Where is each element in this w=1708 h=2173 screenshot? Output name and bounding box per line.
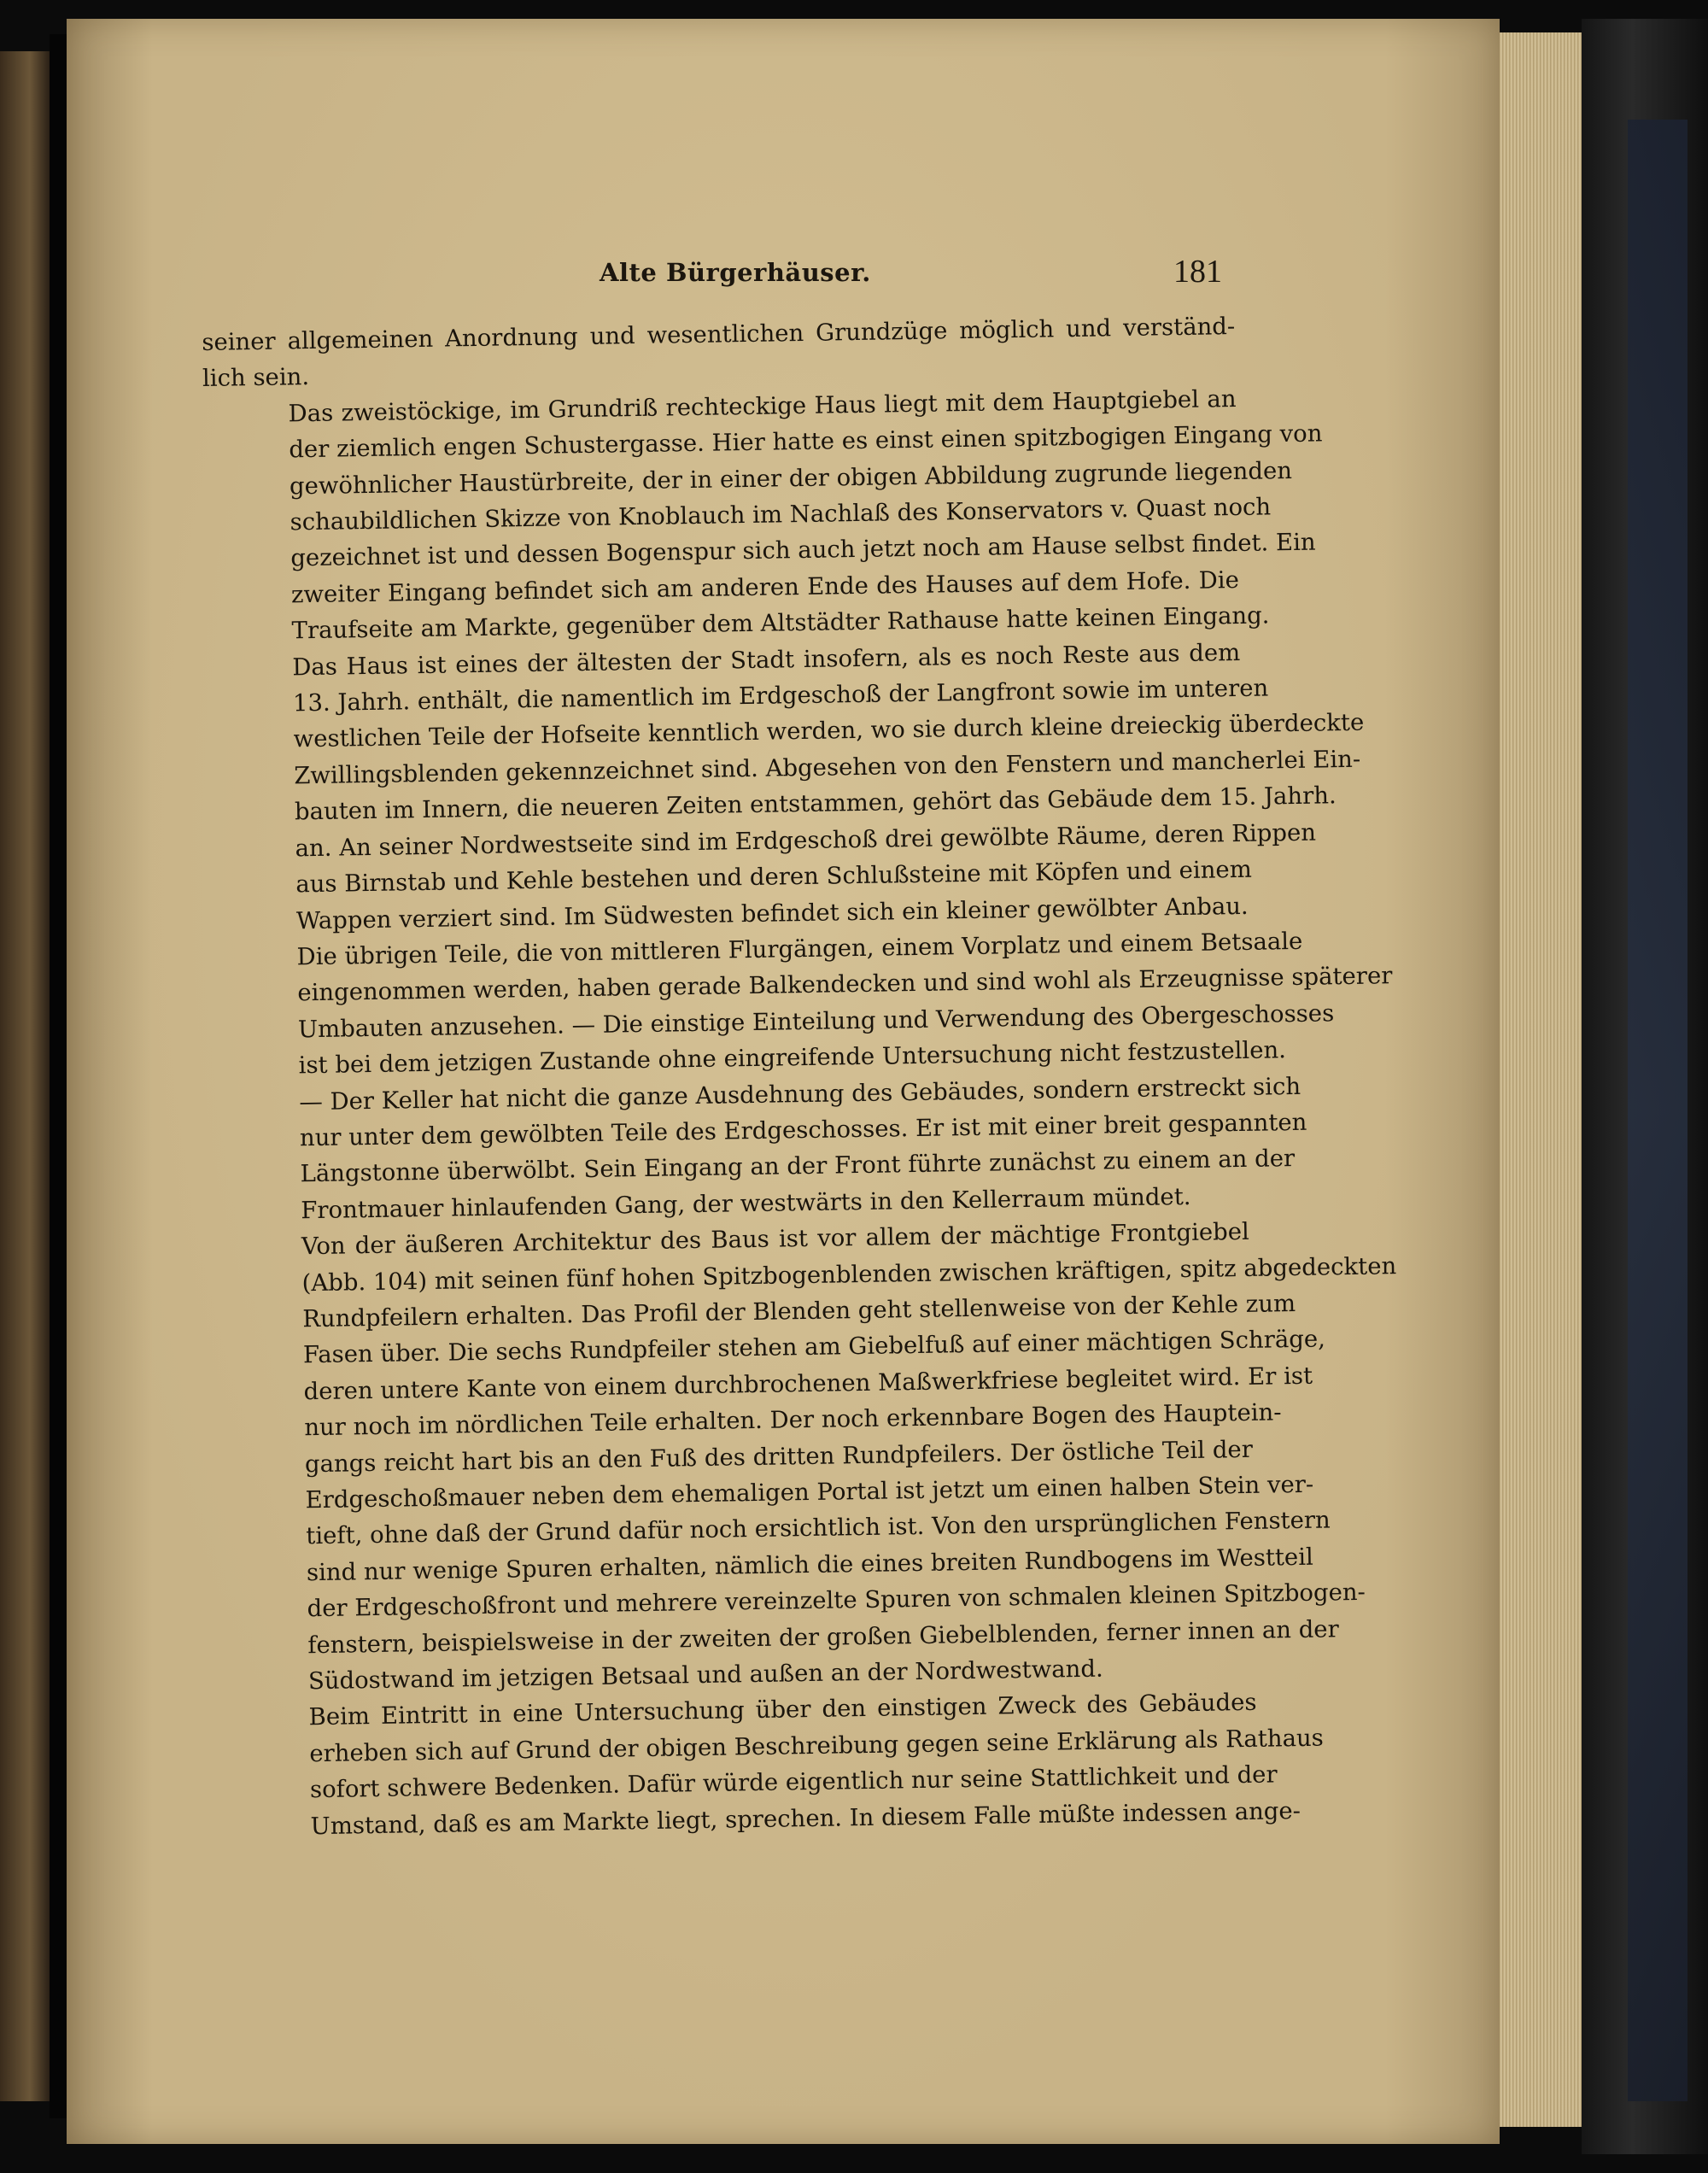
text-line: Das Haus ist eines der ältesten der Stadt insofern, als es noch Reste aus dem (292, 638, 1241, 682)
text-line: sind nur wenige Spuren erhalten, nämlich die eines breiten Rundbogens im Westteil (306, 1543, 1314, 1587)
text-line: sofort schwere Bedenken. Dafür würde eigentlich nur seine Stattlichkeit und der (309, 1760, 1278, 1804)
page-stack-edges (1489, 32, 1582, 2127)
page-header (202, 253, 1226, 296)
text-line: Umbauten anzusehen. — Die einstige Einteilung und Verwendung des Obergeschosses (297, 999, 1335, 1044)
paragraph (202, 381, 1393, 1230)
text-line: Zwillingsblenden gekennzeichnet sind. Abgesehen von den Fenstern und mancherlei Ein- (294, 745, 1361, 790)
body-text (202, 308, 1397, 1846)
text-line: 13. Jahrh. enthält, die namentlich im Erdgeschoß der Langfront sowie im unteren (292, 674, 1269, 718)
text-line: Die übrigen Teile, die von mittleren Flurgängen, einem Vorplatz und einem Betsaale (296, 927, 1303, 971)
paragraph (216, 1214, 1397, 1701)
text-line: Beim Eintritt in eine Untersuchung über den einstigen Zweck des Gebäudes (308, 1689, 1257, 1731)
text-line: Rundpfeilern erhalten. Das Profil der Blenden geht stellenweise von der Kehle zum (302, 1289, 1296, 1333)
text-line: Das zweistöckige, im Grundriß rechteckige Haus liegt mit dem Hauptgiebel an (288, 384, 1237, 428)
text-line: bauten im Innern, die neueren Zeiten entstammen, gehört das Gebäude dem 15. Jahrh. (294, 782, 1337, 826)
text-line: erheben sich auf Grund der obigen Beschreibung gegen seine Erklärung als Rathaus (309, 1724, 1325, 1768)
text-line: ist bei dem jetzigen Zustande ohne eingreifende Untersuchung nicht festzustellen. (298, 1036, 1287, 1080)
text-line: Fasen über. Die sechs Rundpfeiler stehen am Giebelfuß auf einer mächtigen Schräge, (302, 1325, 1326, 1369)
text-line: Frontmauer hinlaufenden Gang, der westwärts in den Kellerraum mündet. (301, 1182, 1191, 1225)
left-page-edge (0, 51, 50, 2101)
book-cover-band (1628, 120, 1688, 2101)
text-line: seiner allgemeinen Anordnung und wesentlichen Grundzüge möglich und verständ- (202, 312, 1236, 356)
text-line: Wappen verziert sind. Im Südwesten befindet sich ein kleiner gewölbter Anbau. (295, 892, 1249, 934)
text-line: Südostwand im jetzigen Betsaal und außen an der Nordwestwand. (307, 1655, 1103, 1696)
text-line: (Abb. 104) mit seinen fünf hohen Spitzbogenblenden zwischen kräftigen, spitz abgedeckten (301, 1251, 1397, 1297)
text-line: aus Birnstab und Kehle bestehen und deren Schlußsteine mit Köpfen und einem (295, 855, 1253, 899)
paragraph (223, 1684, 1325, 1846)
text-line: tieft, ohne daß der Grund dafür noch ersichtlich ist. Von den ursprünglichen Fenstern (306, 1506, 1331, 1550)
text-line: der Erdgeschoßfront und mehrere vereinzelte Spuren von schmalen kleinen Spitzbogen- (307, 1578, 1366, 1623)
text-line: gewöhnlicher Haustürbreite, der in einer der obigen Abbildung zugrunde liegenden (289, 456, 1293, 501)
text-line: gangs reicht hart bis an den Fuß des dritten Rundpfeilers. Der östliche Teil der (304, 1435, 1254, 1478)
text-line: Längstonne überwölbt. Sein Eingang an der Front führte zunächst zu einem an der (300, 1145, 1296, 1188)
text-line: nur unter dem gewölbten Teile des Erdgeschosses. Er ist mit einer breit gespannten (299, 1108, 1307, 1152)
text-line: zweiter Eingang befindet sich am anderen Ende des Hauses auf dem Hofe. Die (290, 565, 1240, 609)
text-line: schaubildlichen Skizze von Knoblauch im Nachlaß des Konservators v. Quast noch (290, 493, 1272, 536)
text-line: Erdgeschoßmauer neben dem ehemaligen Portal ist jetzt um einen halben Stein ver- (305, 1470, 1314, 1514)
text-line: Von der äußeren Architektur des Baus ist vor allem der mächtige Frontgiebel (301, 1218, 1250, 1261)
text-line: Umstand, daß es am Markte liegt, sprechen. In diesem Falle müßte indessen ange- (310, 1796, 1301, 1840)
text-line: an. An seiner Nordwestseite sind im Erdgeschoß drei gewölbte Räume, deren Rippen (295, 818, 1317, 863)
text-line: fenstern, beispielsweise in der zweiten der großen Giebelblenden, ferner innen an der (307, 1614, 1339, 1659)
text-line: deren untere Kante von einem durchbrochenen Maßwerkfriese begleitet wird. Er ist (303, 1362, 1313, 1406)
text-line: Traufseite am Markte, gegenüber dem Altstädter Rathause hatte keinen Eingang. (291, 601, 1270, 645)
book-gutter (50, 34, 67, 2118)
text-line: nur noch im nördlichen Teile erhalten. Der noch erkennbare Bogen des Hauptein- (304, 1398, 1282, 1442)
page-number: 181 (1173, 254, 1222, 290)
text-line: westlichen Teile der Hofseite kenntlich werden, wo sie durch kleine dreieckig überdeckte (293, 709, 1365, 753)
running-title: Alte Bürgerhäuser. (600, 258, 871, 287)
text-line: der ziemlich engen Schustergasse. Hier hatte es einst einen spitzbogigen Eingang von (289, 419, 1323, 464)
text-line: — Der Keller hat nicht die ganze Ausdehnung des Gebäudes, sondern erstreckt sich (299, 1072, 1301, 1116)
text-line: gezeichnet ist und dessen Bogenspur sich auch jetzt noch am Hause selbst findet. Ein (290, 528, 1316, 572)
text-line: eingenommen werden, haben gerade Balkendecken und sind wohl als Erzeugnisse späterer (297, 962, 1393, 1007)
text-line: lich sein. (202, 363, 310, 393)
